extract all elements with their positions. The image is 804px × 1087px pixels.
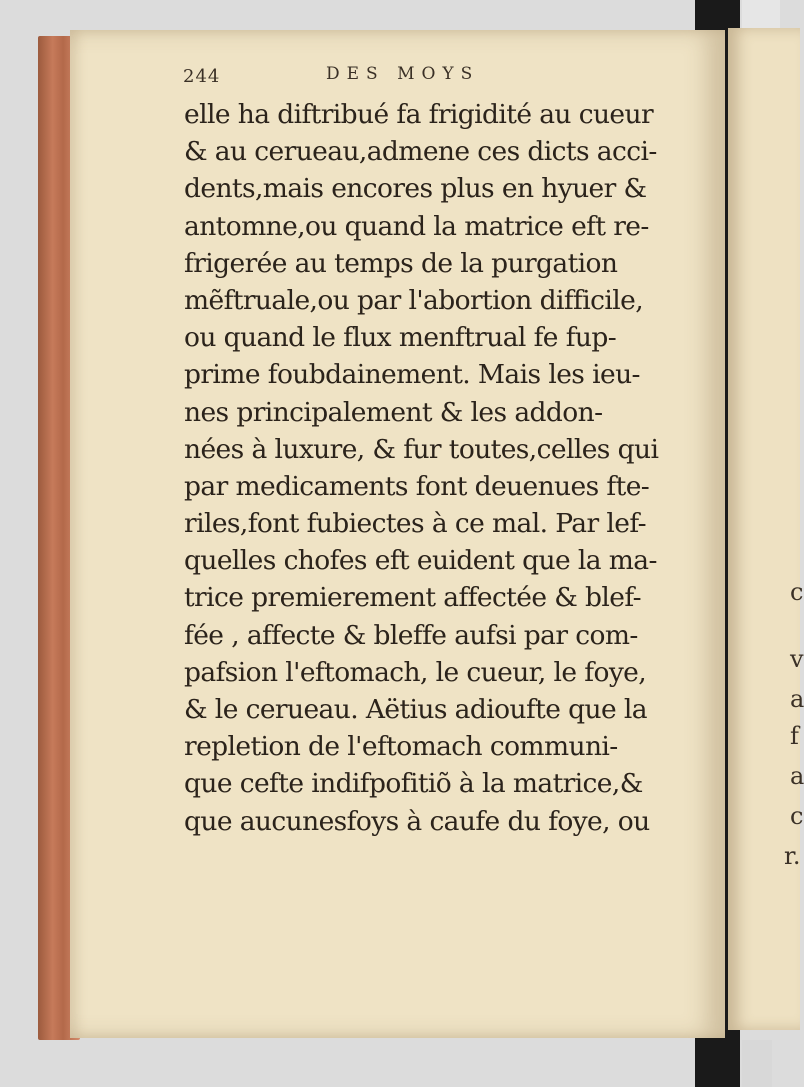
facing-page-fragment: c xyxy=(790,802,804,830)
text-line: prime foubdainement. Mais les ieu- xyxy=(184,359,640,391)
text-line: frigerée au temps de la purgation xyxy=(184,247,618,279)
facing-page-fragment: a xyxy=(790,685,804,713)
text-line: repletion de l'eftomach communi- xyxy=(184,731,618,763)
facing-page-fragment: r. xyxy=(784,842,801,870)
facing-page-fragment: v xyxy=(790,645,804,673)
page-number: 244 xyxy=(183,66,221,87)
text-line: & le cerueau. Aëtius adioufte que la xyxy=(184,694,647,725)
text-line: quelles chofes eft euident que la ma- xyxy=(184,545,657,577)
text-line: pafsion l'eftomach, le cueur, le foye, xyxy=(184,656,647,688)
binding-strap xyxy=(742,0,780,30)
running-head: DES MOYS xyxy=(326,64,480,84)
text-line: que cefte indifpofitiõ à la matrice,& xyxy=(184,768,643,800)
facing-page-fragment: a xyxy=(790,762,804,790)
text-line: ou quand le flux menftrual fe fup- xyxy=(184,322,617,354)
text-line: nées à luxure, & fur toutes,celles qui xyxy=(184,433,659,465)
text-line: & au cerueau,admene ces dicts acci- xyxy=(184,136,657,168)
text-line: mẽftruale,ou par l'abortion difficile, xyxy=(184,284,644,316)
facing-page-fragment: c xyxy=(790,578,804,606)
text-line: nes principalement & les addon- xyxy=(184,396,603,428)
text-line: que aucunesfoys à caufe du foye, ou xyxy=(184,805,650,837)
facing-page-fragment: f xyxy=(790,722,799,750)
body-text xyxy=(184,96,659,840)
text-line: elle ha diftribué fa frigidité au cueur xyxy=(184,99,654,130)
text-line: trice premierement affectée & blef- xyxy=(184,582,641,614)
text-line: dents,mais encores plus en hyuer & xyxy=(184,173,647,205)
text-line: par medicaments font deuenues fte- xyxy=(184,470,650,502)
text-line: riles,font fubiectes à ce mal. Par lef- xyxy=(184,508,646,540)
binding-strap-bottom xyxy=(742,1040,772,1087)
right-page xyxy=(728,28,800,1030)
text-line: antomne,ou quand la matrice eft re- xyxy=(184,210,649,242)
text-line: fée , affecte & bleffe aufsi par com- xyxy=(184,619,638,651)
